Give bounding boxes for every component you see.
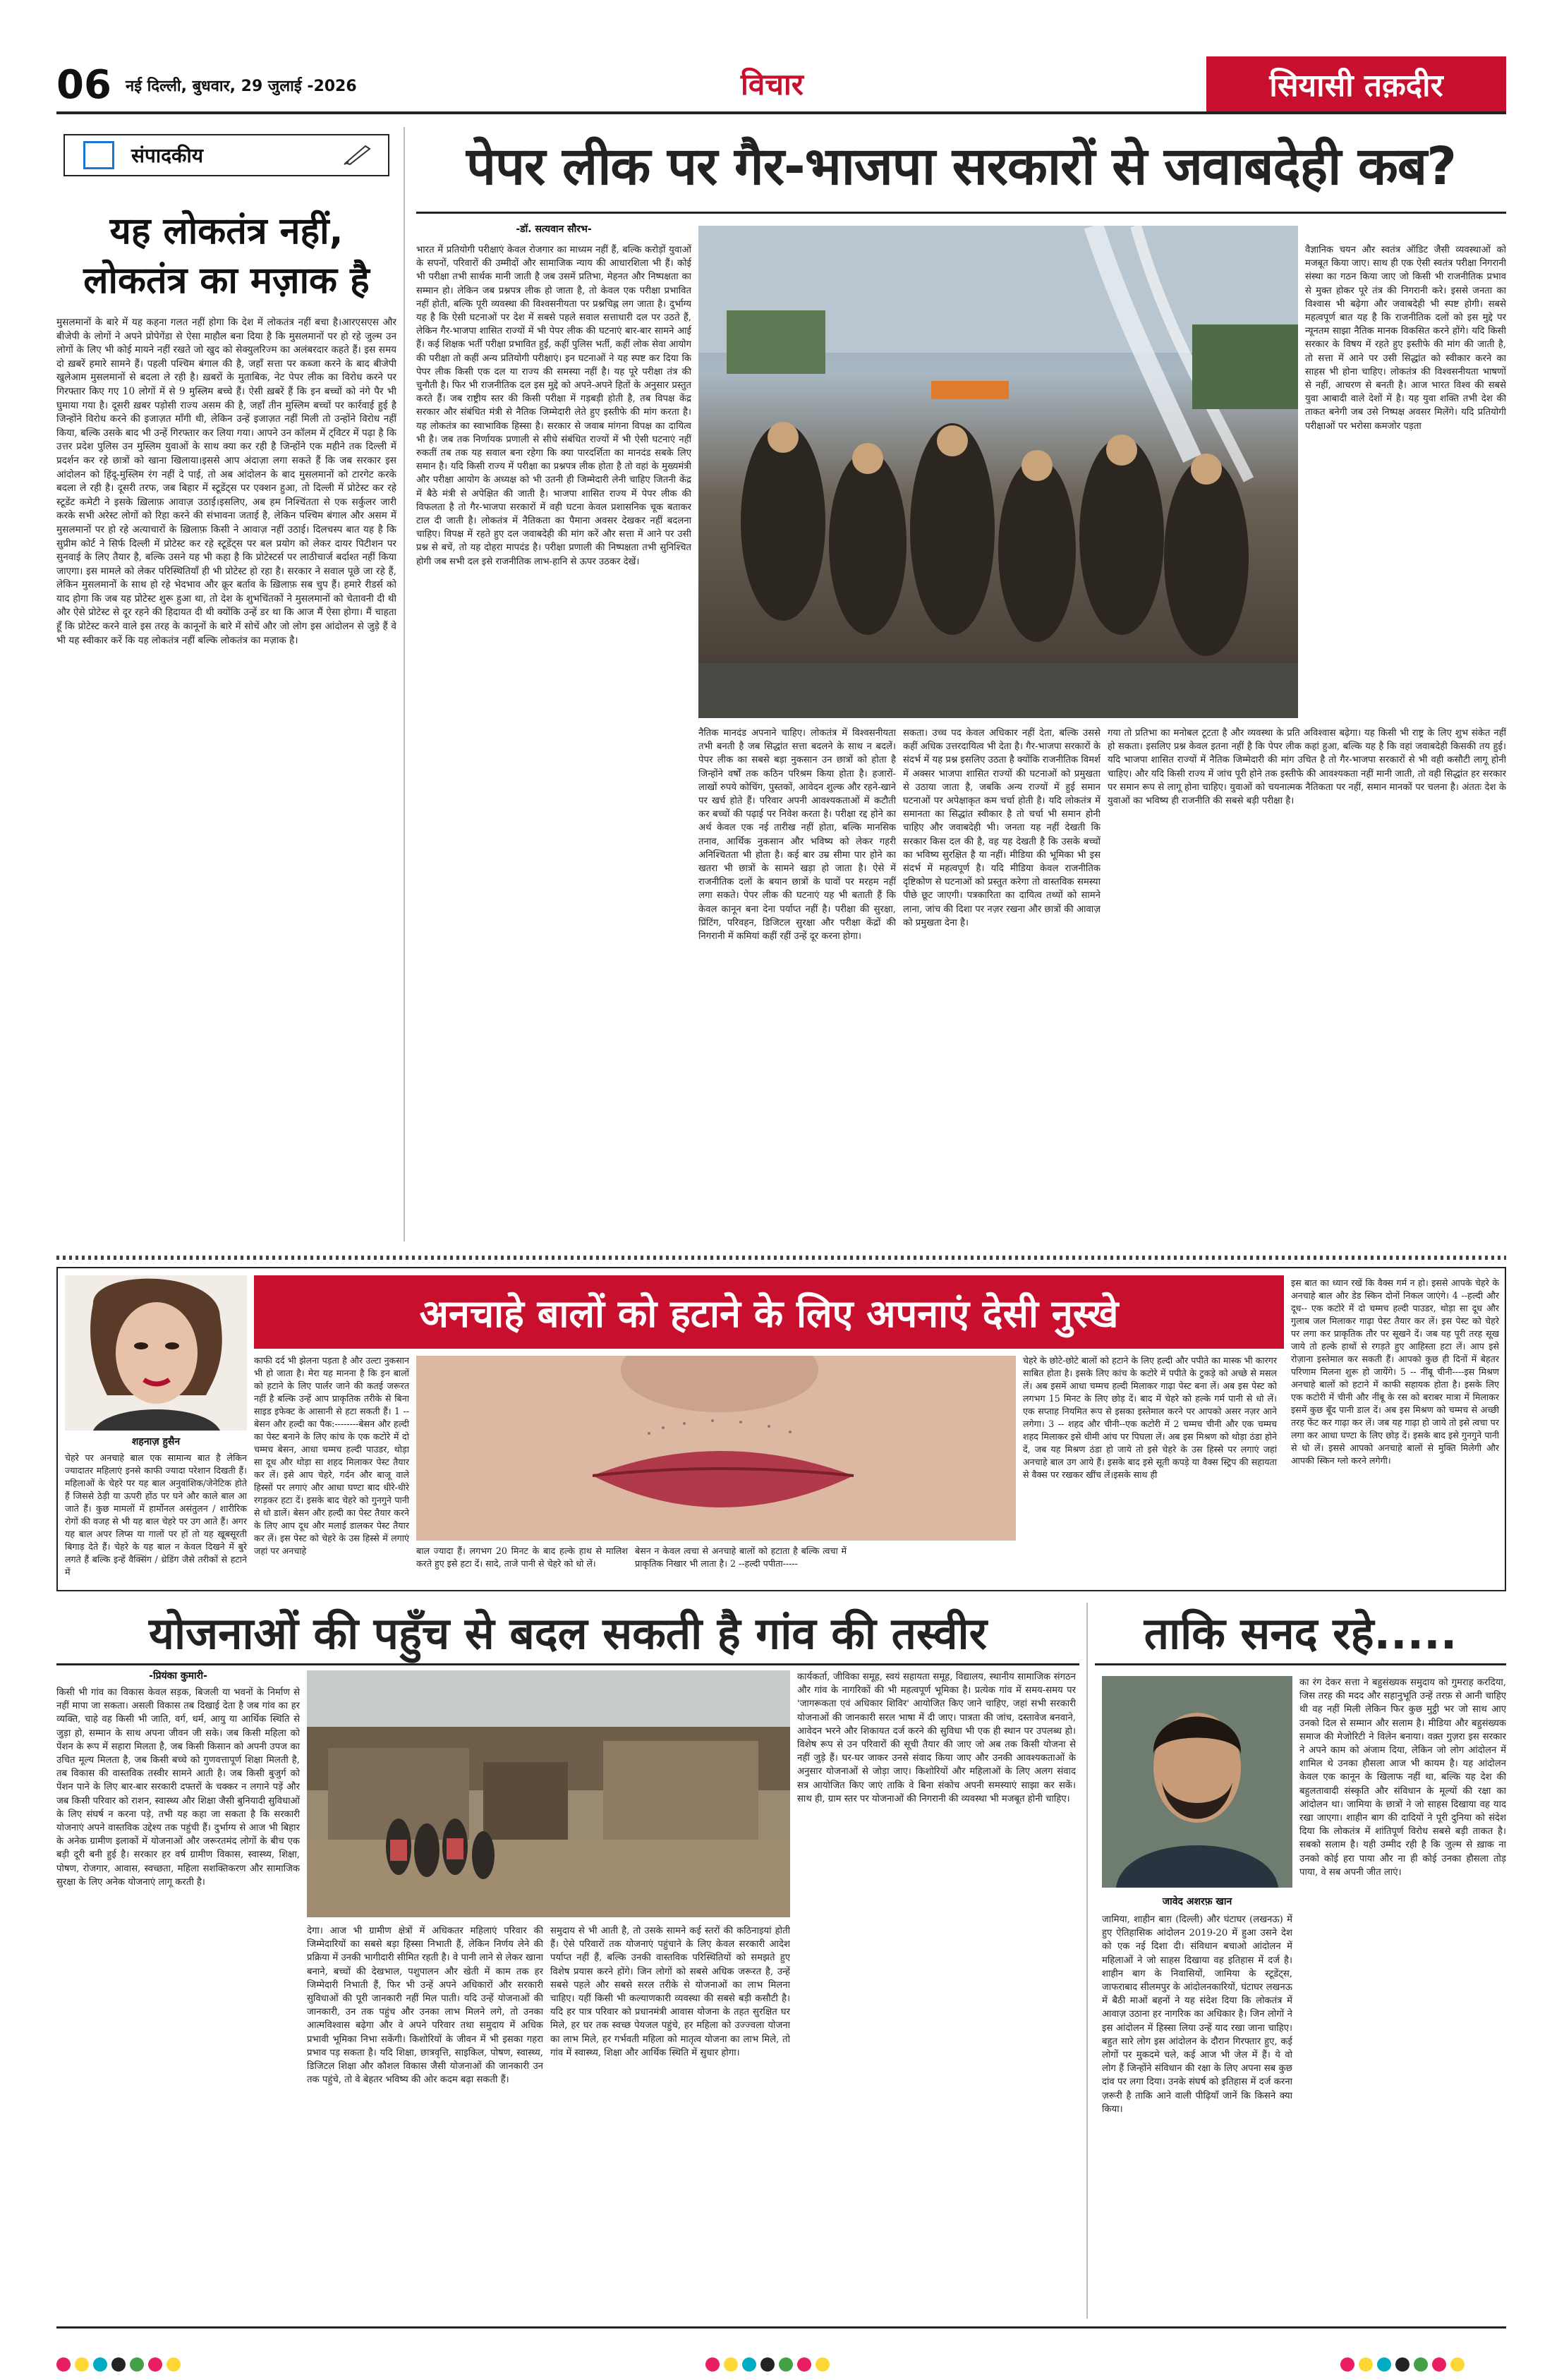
village-column-4: कार्यकर्ता, जीविका समूह, स्वयं सहायता समूह, विद्यालय, स्थानीय सामाजिक संगठन और गांव के नागरिकों की भी महत्वपूर्ण भूमिका है। प्रत्येक गांव में समय-समय पर 'जागरूकता एवं अधिकार शिविर' आयोजित किए जाने चाहिए, जहां सभी सरकारी योजनाओं की जानकारी सरल भाषा में दी जाए। पात्रता की जांच, दस्तावेज बनवाने, आवेदन भरने और शिकायत दर्ज करने की सुविधा भी एक ही स्थान पर उपलब्ध हो। विशेष रूप से उन परिवारों की सूची तैयार की जाए जो अब तक किसी योजना से नहीं जुड़े हैं। घर-घर जाकर उनसे संवाद किया जाए और उनकी आवश्यकताओं के अनुसार योजनाओं से जोड़ा जाए। किशोरियों और महिलाओं के लिए अलग संवाद सत्र आयोजित किए जाएं ताकि वे बिना संकोच अपनी समस्याएं साझा कर सकें। साथ ही, ग्राम स्तर पर योजनाओं की निगरानी की व्यवस्था भी मजबूत होनी चाहिए।	[797, 1672, 1076, 1804]
sanad-headline-rule	[1095, 1663, 1506, 1665]
columnist-name: जावेद अशरफ़ खान	[1162, 1896, 1232, 1907]
masthead	[0, 0, 1552, 120]
village-divider	[1086, 1603, 1088, 2319]
footer-rule	[56, 2326, 1506, 2329]
section-divider-1	[56, 1256, 1506, 1260]
village-column-3: समुदाय से भी आती है, तो उसके सामने कई स्तरों की कठिनाइयां होती हैं। ऐसे परिवारों तक योजनाएं पहुंचाने के लिए केवल सरकारी आदेश पर्याप्त नहीं हैं, बल्कि उनकी वास्तविक परिस्थितियों को समझते हुए विशेष प्रयास करने होंगे। जिन लोगों को सबसे अधिक जरूरत है, उन्हें सबसे पहले और सबसे सरल तरीके से योजनाओं का लाभ मिलना चाहिए। यहीं किसी भी कल्याणकारी व्यवस्था की सबसे बड़ी कसौटी है। यदि हर पात्र परिवार को प्रधानमंत्री आवास योजना के तहत सुरक्षित घर मिले, हर घर तक स्वच्छ पेयजल पहुंचे, हर महिला को उज्ज्वला योजना का लाभ मिले, हर गर्भवती महिला को मातृत्व योजना का लाभ मिले, तो गांव में स्वास्थ्य, शिक्षा और आर्थिक स्थिति में सुधार होगा।	[550, 1926, 790, 2058]
editorial-title-line2: लोकतंत्र का मज़ाक है	[83, 260, 370, 302]
beauty-headline: अनचाहे बालों को हटाने के लिए अपनाएं देसी नुस्खे	[419, 1292, 1119, 1336]
box-icon	[83, 141, 114, 169]
village-photo	[307, 1670, 790, 1917]
author-portrait	[65, 1275, 247, 1431]
village-headline: योजनाओं की पहुँच से बदल सकती है गांव की तस्वीर	[149, 1608, 987, 1659]
lead-headline: पेपर लीक पर गैर-भाजपा सरकारों से जवाबदेही कब?	[466, 136, 1457, 197]
beauty-column-3: बाल ज्यादा हैं। लगभग 20 मिनट के बाद हल्के हाथ से मालिश करते हुए इसे हटा दें। सादे, ताजे पानी से चेहरे को धो लें।	[416, 1546, 628, 1569]
beauty-column-2: काफी दर्द भी झेलना पड़ता है और उल्टा नुकसान भी हो जाता है। मेरा यह मानना है कि इन बालों को हटाने के लिए पार्लर जाने की कतई जरूरत नहीं है बल्कि उन्हें आप प्राकृतिक तरीके से बिना साइड इफेक्ट के आसानी से हटा सकती हैं। 1 --बेसन और हल्दी का पैक:--------बेसन और हल्दी का पेस्ट बनाने के लिए कांच के एक कटोरे में दो चम्मच बेसन, आधा चम्मच हल्दी पाउडर, थोड़ा सा दूध और थोड़ा सा शहद मिलाकर पेस्ट तैयार कर लें। इसे आप चेहरे, गर्दन और बाजू वाले हिस्सों पर लगाएं और आधा घण्टा बाद धीरे-धीरे रगड़कर हटा दें। इसके बाद चेहरे को गुनगुने पानी से धो डालें। बेसन और हल्दी का पेस्ट तैयार करने के लिए आप दूध और मलाई डालकर पेस्ट तैयार कर लें। इस पेस्ट को चेहरे के उस हिस्से में लगाएं जहां पर अनचाहे	[254, 1355, 409, 1556]
village-byline: -प्रियंका कुमारी-	[149, 1670, 207, 1682]
columnist-photo	[1102, 1676, 1292, 1888]
lead-column-1: भारत में प्रतियोगी परीक्षाएं केवल रोजगार का माध्यम नहीं हैं, बल्कि करोड़ों युवाओं के सपनों, परिवारों की उम्मीदों और सामाजिक न्याय की आधारशिला भी हैं। कोई भी परीक्षा तभी सार्थक मानी जाती है जब उसमें प्रतिभा, मेहनत और निष्पक्षता का सम्मान हो। लेकिन जब प्रश्नपत्र लीक हो जाता है, तो केवल एक परीक्षा प्रभावित नहीं होती, बल्कि पूरी व्यवस्था की विश्वसनीयता पर प्रश्नचिह्न लग जाता है। दुर्भाग्य यह है कि ऐसी घटनाओं पर देश में सबसे पहले सवाल सत्ताधारी दल पर उठते हैं, लेकिन गैर-भाजपा शासित राज्यों में भी पेपर लीक की घटनाएं बार-बार सामने आई हैं। कई शिक्षक भर्ती परीक्षा प्रभावित हुईं, कहीं पुलिस भर्ती, कहीं लोक सेवा आयोग की परीक्षा तो कहीं अन्य प्रतियोगी परीक्षाएं। इन घटनाओं ने यह स्पष्ट कर दिया कि पेपर लीक किसी एक दल या राज्य की समस्या नहीं है। यह पूरे परीक्षा तंत्र की चुनौती है। फिर भी राजनीतिक दल इस मुद्दे को अपने-अपने हितों के अनुसार प्रस्तुत करते हैं। जब राष्ट्रीय स्तर की किसी परीक्षा में गड़बड़ी होती है, तब विपक्ष केंद्र सरकार और संबंधित मंत्री से नैतिक जिम्मेदारी लेते हुए इस्तीफे की मांग करता है। यह लोकतंत्र का स्वाभाविक हिस्सा है। सरकार से जवाब मांगना विपक्ष का दायित्व भी है। जब तक निर्णायक प्रणाली से सीधे संबंधित राज्यों में भी ऐसी घटनाएं नहीं रुकतीं तब तक यह सवाल बना रहेगा कि क्या पारदर्शिता का मानदंड सबके लिए समान है। यदि किसी राज्य में परीक्षा का प्रश्नपत्र लीक होता है तो वहां के मुख्यमंत्री और परीक्षा आयोग के अध्यक्ष को भी उतनी ही जिम्मेदारी लेनी चाहिए जितनी केंद्र में बैठे मंत्री से अपेक्षित की जाती है। भाजपा शासित राज्य में पेपर लीक की विफलता है तो गैर-भाजपा सरकारों में वही घटना केवल प्रशासनिक चूक बताकर टाल दी जाती है। लोकतंत्र में नैतिकता का पैमाना अवसर देखकर नहीं बदलना चाहिए। विपक्ष में रहते हुए दल जवाबदेही की मांग करें और सत्ता में आने पर उसी प्रश्न से बचें, तो यह दोहरा मापदंड है। परीक्षा प्रणाली की निष्पक्षता तभी सुनिश्चित होगी जब सभी दल इसे राजनीतिक लाभ-हानि से ऊपर उठकर देखें।	[416, 245, 691, 567]
lead-column-3: नैतिक मानदंड अपनाने चाहिए। लोकतंत्र में विश्वसनीयता तभी बनती है जब सिद्धांत सत्ता बदलने के साथ न बदलें। पेपर लीक का सबसे बड़ा नुकसान उन छात्रों को होता है जिन्होंने वर्षों तक कठिन परिश्रम किया होता है। हजारों-लाखों रुपये कोचिंग, पुस्तकों, आवेदन शुल्क और रहने-खाने पर खर्च होते हैं। परिवार अपनी आवश्यकताओं में कटौती कर बच्चों की पढ़ाई पर निवेश करता है। परीक्षा रद्द होने का अर्थ केवल एक नई तारीख नहीं होता, बल्कि मानसिक तनाव, आर्थिक नुकसान और भविष्य को लेकर गहरी अनिश्चितता भी होता है। कई बार उम्र सीमा पार होने का खतरा भी छात्रों के सामने खड़ा हो जाता है। ऐसे में राजनीतिक दलों के बयान छात्रों के घावों पर मरहम नहीं लगा सकते। पेपर लीक की घटनाएं यह भी बताती हैं कि केवल कानून बना देना पर्याप्त नहीं है। परीक्षा की सुरक्षा, प्रिंटिंग, परिवहन, डिजिटल सुरक्षा और परीक्षा केंद्रों की निगरानी में कमियां कहीं रहीं उन्हें दूर करना होगा।	[698, 728, 896, 942]
beauty-byline: शहनाज़ हुसैन	[131, 1436, 181, 1447]
beauty-column-6: इस बात का ध्यान रखें कि वैक्स गर्म न हो। इससे आपके चेहरे के अनचाहे बाल और डेड स्किन दोनों निकल जाएंगे। 4 --हल्दी और दूध-- एक कटोरे में दो चम्मच हल्दी पाउडर, थोड़ा सा दूध और गुलाब जल मिलाकर गाढ़ा पेस्ट तैयार कर लें। इस पेस्ट को चेहरे पर लगा कर प्राकृतिक तौर पर सूखने दें। जब यह पूरी तरह सूख जाये तो हल्के हाथों से रगड़ते हुए आहिस्ता हटा लें। आप इसे रोज़ाना इस्तेमाल कर सकती हैं। आपको कुछ ही दिनों में बेहतर परिणाम मिलना शुरू हो जायेंगे। 5 -- नींबू चीनी----इस मिश्रण अनचाहे बालों को हटाने में काफी सहायक होता है। इसके लिए एक कटोरी में चीनी और नींबू के रस को बराबर मात्रा में मिलाकर इसमें कुछ बूँद पानी डाल दें। अब इस मिश्रण को चम्मच से अच्छी तरह फेंट कर गाढ़ा कर लें। जब यह गाढ़ा हो जाये तो इसे त्वचा पर लगा कर आधा घण्टा के लिए छोड़ दें। इसके बाद इसे गुनगुने पानी से धो लें। इससे आपको अनचाहे बालों से मुक्ति मिलेगी और आपकी स्किन ग्लो करने लगेगी।	[1291, 1277, 1499, 1466]
editorial-divider	[404, 127, 405, 1241]
sanad-headline: ताकि सनद रहे.....	[1144, 1608, 1457, 1659]
page-number: 06	[56, 62, 111, 108]
village-column-2: देगा। आज भी ग्रामीण क्षेत्रों में अधिकतर महिलाएं परिवार की जिम्मेदारियों का सबसे बड़ा हिस्सा निभाती हैं, लेकिन निर्णय लेने की प्रक्रिया में उनकी भागीदारी सीमित रहती है। वे पानी लाने से लेकर खाना बनाने, बच्चों की देखभाल, पशुपालन और खेती में काम तक हर जिम्मेदारी निभाती हैं, फिर भी उन्हें अपने अधिकारों और सरकारी सुविधाओं की पूरी जानकारी नहीं मिल पाती। यदि उन्हें योजनाओं की जानकारी, उन तक पहुंच और उनका लाभ मिलने लगे, तो उनका आत्मविश्वास बढ़ेगा और वे अपने परिवार तथा समुदाय में अधिक प्रभावी भूमिका निभा सकेंगी। किशोरियों के जीवन में भी इसका गहरा प्रभाव पड़ सकता है। यदि शिक्षा, छात्रवृत्ति, साइकिल, पोषण, स्वास्थ्य, डिजिटल शिक्षा और कौशल विकास जैसी योजनाओं की जानकारी उन तक पहुंचे, तो वे बेहतर भविष्य की ओर कदम बढ़ा सकती हैं।	[307, 1926, 543, 2086]
protest-photo	[698, 226, 1298, 718]
lip-photo	[416, 1356, 1016, 1541]
lead-headline-rule	[416, 212, 1506, 214]
editorial-tag-box	[63, 134, 389, 176]
lead-column-6: वैज्ञानिक चयन और स्वतंत्र ऑडिट जैसी व्यवस्थाओं को मजबूत किया जाए। साथ ही एक ऐसी स्वतंत्र परीक्षा निगरानी संस्था का गठन किया जाए जो किसी भी राजनीतिक प्रभाव से मुक्त होकर पूरे तंत्र की निगरानी करे। इससे जनता का विश्वास भी बढ़ेगा और जवाबदेही भी स्पष्ट होगी। सबसे महत्वपूर्ण बात यह है कि राजनीतिक दलों को इस मुद्दे पर न्यूनतम साझा नैतिक मानक विकसित करने होंगे। यदि किसी सरकार के विषय में रहते हुए इस्तीफे की मांग की जाती है, तो सत्ता में आने पर उसी सिद्धांत को स्वीकार करने का साहस भी होना चाहिए। लोकतंत्र की विश्वसनीयता भाषणों से नहीं, आचरण से बनती है। आज भारत विश्व की सबसे युवा आबादी वाले देशों में है। यह युवा शक्ति तभी देश की ताकत बनेगी जब उसे निष्पक्ष अवसर मिलेंगे। यदि प्रतियोगी परीक्षाओं पर भरोसा कमजोर पड़ता	[1305, 245, 1506, 432]
registration-marks-right	[1340, 2357, 1465, 2372]
beauty-column-5: चेहरे के छोटे-छोटे बालों को हटाने के लिए हल्दी और पपीते का मास्क भी कारगर साबित होता है। इसके लिए कांच के कटोरे में पपीते के टुकड़े को अच्छे से मसल लें। अब इसमें आधा चम्मच हल्दी मिलाकर गाढ़ा पेस्ट बना लें। अब इस पेस्ट को लगभग 15 मिनट के लिए छोड़ दें। बाद में चेहरे को हल्के गर्म पानी से धो लें। एक सप्ताह नियमित रूप से इसका इस्तेमाल करने पर आपको असर नज़र आने लगेगा। 3 -- शहद और चीनी--एक कटोरी में 2 चम्मच चीनी और एक चम्मच शहद मिलाकर इसे धीमी आंच पर पिघला लें। अब इस मिश्रण को थोड़ा ठंडा होने दें, जब यह मिश्रण ठंडा हो जाये तो इसे चेहरे के उस हिस्से पर लगाएं जहां अनचाहे बाल उग आये हैं। इसके बाद इसे सूती कपड़े या वैक्स स्ट्रिप की सहायता से वैक्स पर रखकर खींच लें।इसके साथ ही	[1023, 1355, 1277, 1480]
sanad-column-2: का रंग देकर सत्ता ने बहुसंख्यक समुदाय को गुमराह करदिया, जिस तरह की मदद और सहानुभूति उन्हें तरफ़ से आनी चाहिए थी वह नहीं मिली लेकिन फिर कुछ मुट्ठी भर जो साथ आए उनको दिल से सम्मान और सलाम है। मीडिया और बहुसंख्यक समाज की मेजोरिटी ने विलेन बनाया। वक़्त गुज़रा इस सरकार ने अपने काम को अंजाम दिया, लेकिन जो लोग आंदोलन में शामिल थे उनका हौसला आज भी कायम है। यह आंदोलन केवल एक कानून के खिलाफ नहीं था, बल्कि यह देश की बहुलतावादी संस्कृति और संविधान के मूल्यों की रक्षा का आंदोलन था। जामिया के छात्रों ने जो साहस दिखाया वह याद रखा जाएगा। शाहीन बाग की दादियों ने पूरी दुनिया को संदेश दिया कि लोकतंत्र में शांतिपूर्ण विरोध सबसे बड़ी ताकत है। सबको सलाम है। यही उम्मीद रही है कि जुल्म से ख़ाक ना उनको कोई हरा पाया और ना ही कोई उनका हौसला तोड़ पाया, वे सब अपनी जीत लाएं।	[1299, 1677, 1506, 1878]
section-label: विचार	[741, 67, 804, 102]
editorial-title-line1: यह लोकतंत्र नहीं,	[109, 210, 344, 253]
registration-marks-left	[56, 2357, 181, 2372]
lead-byline: -डॉ. सत्यवान सौरभ-	[516, 224, 592, 235]
registration-marks-center	[705, 2357, 830, 2372]
lead-column-4: सकता। उच्च पद केवल अधिकार नहीं देता, बल्कि उससे कहीं अधिक उत्तरदायित्व भी देता है। गैर-भाजपा सरकारों के संदर्भ में यह प्रश्न इसलिए उठता है क्योंकि राजनीतिक विमर्श में अक्सर भाजपा शासित राज्यों की घटनाओं को प्रमुखता से उठाया जाता है, जबकि अन्य राज्यों में हुई समान घटनाओं पर अपेक्षाकृत कम चर्चा होती है। यदि लोकतंत्र में समानता का सिद्धांत स्वीकार है तो चर्चा भी समान होनी चाहिए और जवाबदेही भी। जनता यह नहीं देखती कि सरकार किस दल की है, वह यह देखती है कि उसके बच्चों का भविष्य सुरक्षित है या नहीं। मीडिया की भूमिका भी इस संदर्भ में महत्वपूर्ण है। यदि मीडिया केवल राजनीतिक दृष्टिकोण से घटनाओं को प्रस्तुत करेगा तो वास्तविक समस्या पीछे छूट जाएगी। पत्रकारिता का दायित्व तथ्यों को सामने लाना, जांच की दिशा पर नज़र रखना और छात्रों की आवाज़ को प्रमुखता देना है।	[903, 728, 1101, 928]
village-headline-rule	[56, 1663, 1079, 1665]
editorial-tag: संपादकीय	[131, 144, 203, 167]
brand-name: सियासी तक़दीर	[1269, 68, 1443, 104]
dateline: नई दिल्ली, बुधवार, 29 जुलाई -2026	[126, 78, 357, 95]
editorial-section	[56, 127, 396, 1256]
editorial-body: मुसलमानों के बारे में यह कहना गलत नहीं होगा कि देश में लोकतंत्र नहीं बचा है।आरएसएस और बीजेपी के लोगों ने अपने प्रोपेगेंडा से ऐसा माहौल बना दिया है कि मुसलमानों पर हो रहे जुल्म उन लोगों के लिए भी कोई मायने नहीं रखते जो खुद को सेक्युलरिज्म का अलंबरदार कहते हैं। इस समय दो ख़बरें हमारे सामने हैं। पहली पश्चिम बंगाल की है, जहाँ सत्ता पर कब्जा करने के बाद बीजेपी खुलेआम मुसलमानों से बदला ले रही है। ख़बरों के मुताबिक, नेट पेपर लीक का विरोध करने पर गिरफ्तार किए गए 10 लोगों में से 9 मुस्लिम बच्चे हैं। ऐसी ख़बरें हैं कि इन बच्चों को नंगे पैर भी घुमाया गया है। दूसरी ख़बर पड़ोसी राज्य असम की है, जहाँ तीन मुस्लिम बच्चों पर कार्रवाई हुई है जिन्होंने विरोध करने की इजाज़त माँगी थी, लेकिन उन्हें इजाज़त नहीं मिली तो उन्होंने विरोध नहीं किया, बल्कि उसके बाद भी उन्हें गिरफ्तार कर लिया गया। आपने उन कॉलम में ट्विटर में पढ़ा है कि उत्तर प्रदेश पुलिस उन मुस्लिम युवाओं के साथ क्या कर रही है जिन्होंने एक महीने तक दिल्ली में प्रदर्शन कर रहे छात्रों को खाना खिलाया।इससे आप अंदाज़ा लगा सकते हैं कि जब सरकार इस आंदोलन को हिंदू-मुस्लिम रंग नहीं दे पाई, तो अब आंदोलन के बाद मुसलमानों को टारगेट करके बदला ले रही है। दूसरी तरफ, जब बिहार में स्टूडेंट्स पर एक्शन हुआ, तो दिल्ली में प्रोटेस्ट कर रहे स्टूडेंट कमेटी ने इसके ख़िलाफ़ आवाज़ उठाई।इसलिए, अब हम निश्चिंतता से एक सर्कुलर जारी करके सभी अरेस्ट लोगों को रिहा करने की संभावना जताई है, लेकिन पश्चिम बंगाल और असम में मुसलमानों पर हो रहे अत्याचारों के ख़िलाफ़ किसी ने आवाज़ नहीं उठाई। दिलचस्प बात यह है कि सुप्रीम कोर्ट ने सिर्फ दिल्ली में प्रोटेस्ट कर रहे स्टूडेंट्स पर बल प्रयोग को लेकर दायर पिटीशन पर सुनवाई के लिए तैयार है, बल्कि उसने यह भी कहा है कि प्रोटेस्टर्स पर लाठीचार्ज बर्दाश्त नहीं किया जाएगा। इस मामले को लेकर परिस्थितियाँ ही भी प्रोटेस्ट हो रहा है। सरकार ने सवाल पूछे जा रहे हैं, लेकिन मुसलमानों के साथ हो रहे भेदभाव और क्रूर बर्ताव के ख़िलाफ़ सब चुप हैं। हमारे रीडर्स को याद होगा कि जब यह प्रोटेस्ट शुरू हुआ था, तो देश के शुभचिंतकों ने मुसलमानों को चेतावनी दी थी और ऐसे प्रोटेस्ट से दूर रहने की हिदायत दी थी क्योंकि उन्हें डर था कि आज मैं ऐसा होगा। मैं चाहता हूँ कि प्रोटेस्ट करने वाले इस तरह के कानूनों के बारे में सोचें और जो लोग इस आंदोलन से जुड़े हैं वे भी यह स्वीकार करें कि यह लोकतंत्र नहीं बल्कि लोकतंत्र का मज़ाक है।	[56, 317, 396, 646]
pen-icon	[343, 142, 374, 169]
masthead-rule	[56, 111, 1506, 114]
sanad-column-1: जामिया, शाहीन बाग़ (दिल्ली) और घंटाघर (लखनऊ) में हुए ऐतिहासिक आंदोलन 2019-20 में हुआ उसने देश को एक नई दिशा दी। संविधान बचाओ आंदोलन में महिलाओं ने जो साहस दिखाया वह इतिहास में दर्ज है। शाहीन बाग के निवासियों, जामिया के स्टूडेंट्स, जाफराबाद सीलमपुर के आंदोलनकारियों, घंटाघर लखनऊ में बैठी माओं बहनों ने यह संदेश दिया कि लोकतंत्र में आवाज़ उठाना हर नागरिक का अधिकार है। जिन लोगों ने इस आंदोलन में हिस्सा लिया उन्हें याद रखा जाना चाहिए। बहुत सारे लोग इस आंदोलन के दौरान गिरफ्तार हुए, कई लोगों पर मुकदमे चले, कई आज भी जेल में हैं। ये वो लोग हैं जिन्होंने संविधान की रक्षा के लिए अपना सब कुछ दांव पर लगा दिया। उनके संघर्ष को इतिहास में दर्ज करना ज़रूरी है ताकि आने वाली पीढ़ियाँ जानें कि किसने क्या किया।	[1102, 1914, 1292, 2115]
beauty-column-1: चेहरे पर अनचाहे बाल एक सामान्य बात है लेकिन ज्यादातर महिलाएं इनसे काफी ज्यादा परेशान दिखती हैं। महिलाओं के चेहरे पर यह बाल अनुवांशिक/जेनेटिक होते हैं जिससे ठेड़ी या ऊपरी होंठ पर घने और काले बाल आ जाते हैं। कुछ मामलों में हार्मोनल असंतुलन / शारीरिक रोगों की वजह से भी यह बाल चेहरे पर उग आते हैं। अगर यह बाल अपर लिप्स या गालों पर हों तो यह खूबसूरती बिगाड़ देते हैं। चेहरे के यह बाल न केवल दिखने में बुरे लगते हैं बल्कि इन्हें वैक्सिंग / थ्रेडिंग जैसे तरीकों से हटाने में	[65, 1452, 247, 1577]
beauty-headline-banner	[254, 1275, 1284, 1349]
beauty-column-4: बेसन न केवल त्वचा से अनचाहे बालों को हटाता है बल्कि त्वचा में प्राकृतिक निखार भी लाता है। 2 --हल्दी पपीता-----	[635, 1546, 847, 1569]
lead-column-5: गया तो प्रतिभा का मनोबल टूटता है और व्यवस्था के प्रति अविश्वास बढ़ेगा। यह किसी भी राष्ट्र के लिए शुभ संकेत नहीं हो सकता। इसलिए प्रश्न केवल इतना नहीं है कि पेपर लीक कहां हुआ, बल्कि यह है कि वहां जवाबदेही किसकी तय हुई। यदि भाजपा शासित राज्यों में नैतिक जिम्मेदारी की मांग उचित है तो गैर-भाजपा सरकारों से भी वही कसौटी लागू होनी चाहिए। और यदि किसी राज्य में जांच पूरी होने तक इस्तीफे की आवश्यकता नहीं मानी जाती, तो वही सिद्धांत हर सरकार पर समान रूप से लागू होना चाहिए। युवाओं को चयनात्मक नैतिकता पर नहीं, समान मानकों पर चलना है। अंततः देश के युवाओं का भविष्य ही राजनीति की सबसे बड़ी परीक्षा है।	[1108, 728, 1506, 807]
brand-banner	[1206, 56, 1506, 111]
village-column-1: किसी भी गांव का विकास केवल सड़क, बिजली या भवनों के निर्माण से नहीं मापा जा सकता। असली विकास तब दिखाई देता है जब गांव का हर व्यक्ति, चाहे वह किसी भी जाति, वर्ग, धर्म, आयु या आर्थिक स्थिति से जुड़ा हो, सम्मान के साथ अपना जीवन जी सके। जब किसी महिला को पेंशन के रूप में सहारा मिलता है, जब किसी किसान को अपनी उपज का उचित मूल्य मिलता है, जब किसी बच्चे को गुणवत्तापूर्ण शिक्षा मिलती है, तब विकास की वास्तविक तस्वीर सामने आती है। जब किसी बुजुर्ग को पेंशन पाने के लिए बार-बार सरकारी दफ्तरों के चक्कर न लगाने पड़ें और जब किसी परिवार को राशन, स्वास्थ्य और शिक्षा जैसी बुनियादी सुविधाओं के लिए संघर्ष न करना पड़े, तभी यह कहा जा सकता है कि सरकारी योजनाएं अपने वास्तविक उद्देश्य तक पहुंची हैं। दुर्भाग्य से आज भी बिहार के अनेक ग्रामीण इलाकों में योजनाओं और जरूरतमंद लोगों के बीच एक बड़ी दूरी बनी हुई है। सरकार हर वर्ष ग्रामीण विकास, स्वास्थ्य, शिक्षा, पोषण, रोजगार, आवास, स्वच्छता, महिला सशक्तिकरण और सामाजिक सुरक्षा के लिए अनेक योजनाएं लागू करती है।	[56, 1687, 300, 1888]
